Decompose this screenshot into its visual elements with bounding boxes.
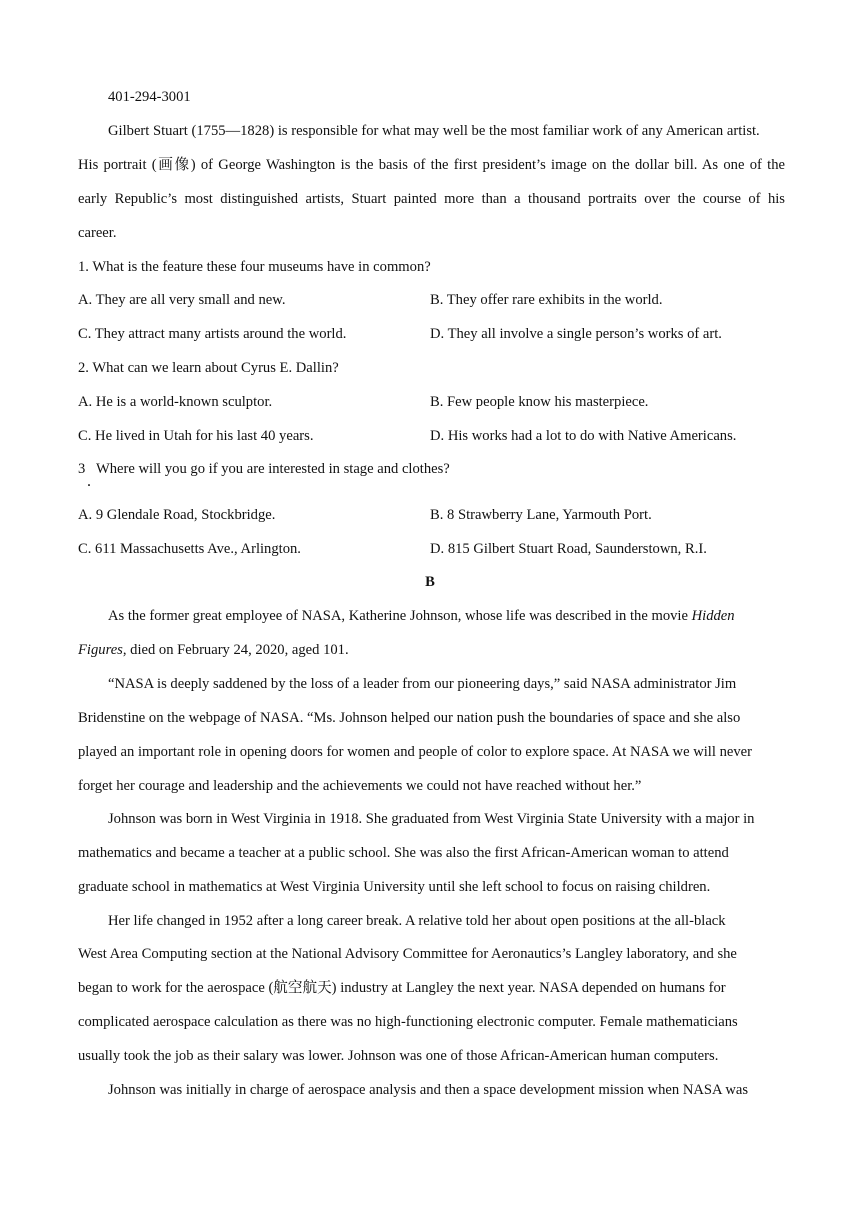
question-1-option-b: B. They offer rare exhibits in the world. xyxy=(430,292,663,308)
question-3-option-d: D. 815 Gilbert Stuart Road, Saunderstown, R.I. xyxy=(430,541,707,557)
p4-line-5: usually took the job as their salary was lower. Johnson was one of those African-American human computers. xyxy=(78,1048,719,1064)
p1-line-2 xyxy=(78,641,349,659)
p3-line-1: Johnson was born in West Virginia in 1918. She graduated from West Virginia State University with a major in xyxy=(108,811,755,827)
p2-line-3: played an important role in opening doors for women and people of color to explore space. At NASA we will never xyxy=(78,744,752,760)
stuart-line-1: Gilbert Stuart (1755—1828) is responsible for what may well be the most familiar work of any American artist. xyxy=(108,123,760,139)
question-2-stem: 2. What can we learn about Cyrus E. Dallin? xyxy=(78,360,339,376)
phone-number: 401-294-3001 xyxy=(108,89,191,105)
p1-line-1 xyxy=(108,607,735,625)
question-3-option-c: C. 611 Massachusetts Ave., Arlington. xyxy=(78,541,301,557)
p4-line-1: Her life changed in 1952 after a long career break. A relative told her about open positions at the all-black xyxy=(108,913,726,929)
p1-line-1-text: As the former great employee of NASA, Katherine Johnson, whose life was described in the movie xyxy=(108,608,692,624)
p5-line-1: Johnson was initially in charge of aerospace analysis and then a space development mission when NASA was xyxy=(108,1082,749,1098)
question-2-option-c: C. He lived in Utah for his last 40 years. xyxy=(78,428,314,444)
section-heading: B xyxy=(425,574,435,590)
question-3-option-b: B. 8 Strawberry Lane, Yarmouth Port. xyxy=(430,507,652,523)
question-2-option-d: D. His works had a lot to do with Native Americans. xyxy=(430,428,737,444)
question-2-option-b: B. Few people know his masterpiece. xyxy=(430,394,649,410)
p2-line-4: forget her courage and leadership and the achievements we could not have reached without her.” xyxy=(78,778,642,794)
question-3-dot: · xyxy=(87,478,92,492)
movie-title-part-2: Figures xyxy=(78,642,123,658)
question-1-option-c: C. They attract many artists around the world. xyxy=(78,326,347,342)
p2-line-1: “NASA is deeply saddened by the loss of a leader from our pioneering days,” said NASA administrator Jim xyxy=(108,676,737,692)
stuart-line-2: His portrait (画像) of George Washington is the basis of the first president’s image on the dollar bill. As one of the xyxy=(78,157,785,173)
p4-line-2: West Area Computing section at the National Advisory Committee for Aeronautics’s Langley laboratory, and she xyxy=(78,946,737,962)
question-3-option-a: A. 9 Glendale Road, Stockbridge. xyxy=(78,507,276,523)
movie-title-part-1: Hidden xyxy=(691,608,735,624)
p2-line-2: Bridenstine on the webpage of NASA. “Ms. Johnson helped our nation push the boundaries of space and she also xyxy=(78,710,741,726)
question-3-stem: 3 Where will you go if you are interested in stage and clothes? xyxy=(78,461,450,477)
stuart-line-3: early Republic’s most distinguished artists, Stuart painted more than a thousand portraits over the course of his xyxy=(78,191,785,207)
question-1-stem: 1. What is the feature these four museums have in common? xyxy=(78,259,431,275)
p3-line-3: graduate school in mathematics at West Virginia University until she left school to focus on raising children. xyxy=(78,879,711,895)
p3-line-2: mathematics and became a teacher at a public school. She was also the first African-American woman to attend xyxy=(78,845,729,861)
question-1-option-d: D. They all involve a single person’s works of art. xyxy=(430,326,722,342)
p1-line-2-text: , died on February 24, 2020, aged 101. xyxy=(122,642,349,658)
question-1-option-a: A. They are all very small and new. xyxy=(78,292,286,308)
stuart-line-4: career. xyxy=(78,225,117,241)
question-2-option-a: A. He is a world-known sculptor. xyxy=(78,394,273,410)
p4-line-4: complicated aerospace calculation as there was no high-functioning electronic computer. Female mathematicians xyxy=(78,1014,738,1030)
p4-line-3: began to work for the aerospace (航空航天) industry at Langley the next year. NASA depended on humans for xyxy=(78,980,726,996)
